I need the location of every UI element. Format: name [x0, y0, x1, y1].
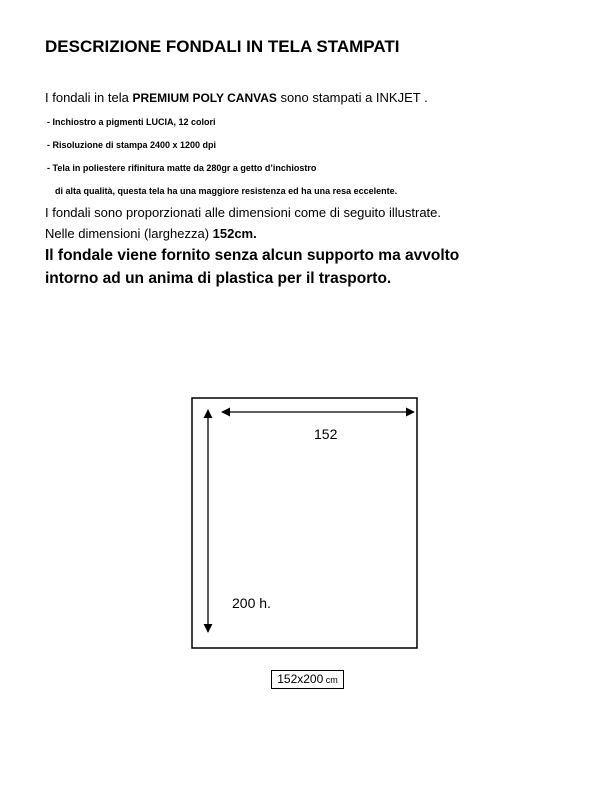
- size-box: [271, 670, 344, 689]
- notice-line-2: intorno ad un anima di plastica per il trasporto.: [45, 270, 392, 287]
- width-label: 152: [314, 426, 338, 442]
- bullet-resolution: - Risoluzione di stampa 2400 x 1200 dpi: [47, 140, 217, 150]
- intro-before: I fondali in tela: [45, 90, 133, 105]
- dimensions-before: Nelle dimensioni (larghezza): [45, 226, 213, 241]
- proportion-text: I fondali sono proporzionati alle dimensioni come di seguito illustrate.: [45, 205, 441, 220]
- backdrop-outline: [192, 398, 417, 648]
- page-title: DESCRIZIONE FONDALI IN TELA STAMPATI: [45, 37, 400, 56]
- dimensions-bold: 152cm.: [212, 226, 257, 241]
- size-unit: cm: [323, 675, 338, 685]
- bullet-canvas: - Tela in poliestere rifinitura matte da 280gr a getto d’inchiostro: [47, 163, 317, 173]
- size-value: 152x200: [277, 672, 324, 686]
- intro-bold: PREMIUM POLY CANVAS: [132, 91, 277, 105]
- bullet-canvas-continued: di alta qualità, questa tela ha una maggiore resistenza ed ha una resa eccelente.: [55, 186, 398, 196]
- intro-after: sono stampati a INKJET .: [276, 90, 428, 105]
- height-label: 200 h.: [232, 595, 271, 611]
- notice-line-1: Il fondale viene fornito senza alcun supporto ma avvolto: [45, 247, 460, 264]
- bullet-ink: - Inchiostro a pigmenti LUCIA, 12 colori: [47, 117, 216, 127]
